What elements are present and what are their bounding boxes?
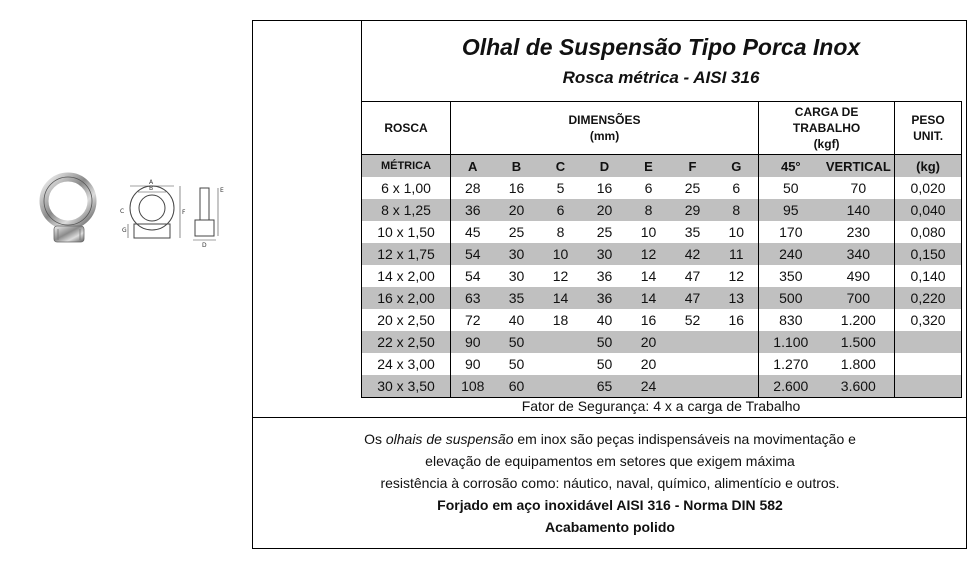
cell-g: 8 xyxy=(715,199,759,221)
subheader-e: E xyxy=(627,155,671,178)
cell-g: 13 xyxy=(715,287,759,309)
cell-g: 10 xyxy=(728,224,745,240)
cell-vert: 70 xyxy=(850,180,867,196)
cell-vert: 1.200 xyxy=(840,312,876,328)
cell-g xyxy=(715,331,759,353)
cell-rosca: 6 x 1,00 xyxy=(362,177,451,199)
cell-rosca: 14 x 2,00 xyxy=(362,265,451,287)
cell-b: 35 xyxy=(495,287,539,309)
cell-f: 42 xyxy=(671,243,715,265)
cell-e: 24 xyxy=(627,375,671,398)
header-peso-l1: PESO xyxy=(911,113,945,127)
cell-f xyxy=(671,331,715,353)
header-carga-l2: TRABALHO xyxy=(792,121,861,135)
subheader-d: D xyxy=(583,155,627,178)
specification-table xyxy=(361,101,962,398)
description-line-1 xyxy=(255,428,965,450)
cell-e: 10 xyxy=(640,224,657,240)
header-dimensoes-label: DIMENSÕES xyxy=(568,113,641,127)
cell-g: 12 xyxy=(728,268,745,284)
subheader-vertical: VERTICAL xyxy=(823,155,895,178)
cell-c xyxy=(539,353,583,375)
cell-d: 50 xyxy=(596,356,613,372)
cell-f: 35 xyxy=(684,224,701,240)
table-header-row xyxy=(362,102,962,155)
cell-d: 65 xyxy=(583,375,627,398)
cell-a: 36 xyxy=(451,199,495,221)
cell-a: 90 xyxy=(451,353,495,375)
cell-rosca: 22 x 2,50 xyxy=(362,331,451,353)
cell-peso xyxy=(895,331,962,353)
header-peso xyxy=(895,102,962,155)
cell-peso xyxy=(895,353,962,375)
header-carga-l3: (kgf) xyxy=(813,137,840,151)
dim-label-d: D xyxy=(202,242,207,248)
cell-peso: 0,220 xyxy=(895,287,962,309)
cell-a: 63 xyxy=(451,287,495,309)
header-peso-l2: UNIT. xyxy=(913,129,944,143)
cell-c: 12 xyxy=(552,268,569,284)
cell-rosca: 10 x 1,50 xyxy=(362,221,451,243)
cell-a: 28 xyxy=(451,177,495,199)
cell-b: 16 xyxy=(508,180,525,196)
eye-nut-side-drawing xyxy=(193,188,218,240)
cell-c: 10 xyxy=(539,243,583,265)
cell-rosca: 16 x 2,00 xyxy=(362,287,451,309)
cell-d: 20 xyxy=(583,199,627,221)
cell-vert: 230 xyxy=(846,224,870,240)
eye-nut-illustration xyxy=(30,168,240,248)
subheader-g: G xyxy=(715,155,759,178)
table-row xyxy=(362,287,962,309)
cell-d: 30 xyxy=(583,243,627,265)
cell-f: 47 xyxy=(671,287,715,309)
cell-f xyxy=(671,353,715,375)
eye-nut-photo xyxy=(44,177,92,242)
dim-label-f: F xyxy=(182,209,186,216)
subheader-a: A xyxy=(451,155,495,178)
cell-b: 30 xyxy=(508,268,525,284)
table-row xyxy=(362,331,962,353)
cell-g: 6 xyxy=(732,180,741,196)
cell-c45: 1.270 xyxy=(759,353,823,375)
cell-f xyxy=(671,375,715,398)
description-line-1-pre: Os xyxy=(364,431,386,447)
cell-e: 6 xyxy=(644,180,653,196)
subheader-metrica: MÉTRICA xyxy=(362,155,451,178)
cell-d: 25 xyxy=(596,224,613,240)
cell-a: 45 xyxy=(451,221,495,243)
table-row xyxy=(362,199,962,221)
cell-b: 50 xyxy=(495,331,539,353)
cell-f: 47 xyxy=(684,268,701,284)
page-title: Olhal de Suspensão Tipo Porca Inox xyxy=(461,34,861,60)
cell-c45: 50 xyxy=(759,177,823,199)
cell-c45: 500 xyxy=(759,287,823,309)
cell-rosca: 8 x 1,25 xyxy=(362,199,451,221)
cell-e: 8 xyxy=(627,199,671,221)
cell-c45: 240 xyxy=(759,243,823,265)
cell-c: 5 xyxy=(556,180,565,196)
cell-peso: 0,150 xyxy=(895,243,962,265)
table-row xyxy=(362,309,962,331)
cell-vert: 1.500 xyxy=(823,331,895,353)
frame-section-divider xyxy=(253,417,966,418)
cell-b: 20 xyxy=(495,199,539,221)
cell-rosca: 30 x 3,50 xyxy=(362,375,451,398)
dim-label-a: A xyxy=(149,179,154,186)
cell-vert: 140 xyxy=(823,199,895,221)
description-line-2: elevação de equipamentos em setores que exigem máxima xyxy=(425,453,795,469)
cell-b: 50 xyxy=(508,356,525,372)
eye-nut-diagram xyxy=(30,168,240,248)
cell-c xyxy=(539,375,583,398)
cell-a: 90 xyxy=(451,331,495,353)
table-row xyxy=(362,375,962,398)
cell-e: 20 xyxy=(627,331,671,353)
description-line-1-emphasis: olhais de suspensão xyxy=(385,431,514,447)
subheader-b: B xyxy=(495,155,539,178)
cell-c: 14 xyxy=(539,287,583,309)
cell-vert: 700 xyxy=(823,287,895,309)
cell-e: 16 xyxy=(640,312,657,328)
cell-vert: 340 xyxy=(823,243,895,265)
cell-rosca: 20 x 2,50 xyxy=(362,309,451,331)
cell-d: 36 xyxy=(583,287,627,309)
cell-e: 20 xyxy=(640,356,657,372)
cell-a: 108 xyxy=(451,375,495,398)
header-rosca: ROSCA xyxy=(362,102,451,155)
cell-g: 11 xyxy=(715,243,759,265)
header-dimensoes xyxy=(451,102,759,155)
cell-peso xyxy=(895,375,962,398)
header-carga xyxy=(759,102,895,155)
cell-peso: 0,140 xyxy=(895,265,962,287)
description-line-3: resistência à corrosão como: náutico, naval, químico, alimentício e outros. xyxy=(380,475,840,491)
cell-c: 6 xyxy=(539,199,583,221)
cell-d: 16 xyxy=(596,180,613,196)
finish-note: Acabamento polido xyxy=(545,519,675,535)
cell-vert: 3.600 xyxy=(823,375,895,398)
cell-a: 72 xyxy=(451,309,495,331)
cell-c45: 350 xyxy=(759,265,823,287)
cell-e: 12 xyxy=(627,243,671,265)
cell-d: 40 xyxy=(596,312,613,328)
cell-c: 18 xyxy=(552,312,569,328)
header-carga-l1: CARGA DE xyxy=(794,105,859,119)
cell-c45: 830 xyxy=(759,309,823,331)
page-subtitle: Rosca métrica - AISI 316 xyxy=(562,68,760,87)
description-block xyxy=(255,428,965,538)
cell-c45: 1.100 xyxy=(759,331,823,353)
cell-e: 14 xyxy=(627,287,671,309)
cell-vert: 490 xyxy=(846,268,870,284)
cell-b: 60 xyxy=(495,375,539,398)
cell-peso: 0,080 xyxy=(895,221,962,243)
cell-e: 14 xyxy=(640,268,657,284)
cell-c45: 170 xyxy=(759,221,823,243)
subheader-f: F xyxy=(671,155,715,178)
dim-label-c: C xyxy=(120,208,125,215)
cell-a: 54 xyxy=(451,265,495,287)
material-note: Forjado em aço inoxidável AISI 316 - Norma DIN 582 xyxy=(437,497,783,513)
table-row xyxy=(362,243,962,265)
dim-label-b: B xyxy=(149,185,154,192)
table-row xyxy=(362,353,962,375)
cell-d: 36 xyxy=(596,268,613,284)
cell-g xyxy=(715,353,759,375)
safety-factor-note: Fator de Segurança: 4 x a carga de Trabalho xyxy=(521,398,801,414)
cell-f: 29 xyxy=(671,199,715,221)
table-row xyxy=(362,265,962,287)
cell-f: 52 xyxy=(684,312,701,328)
cell-b: 30 xyxy=(495,243,539,265)
cell-peso: 0,040 xyxy=(895,199,962,221)
cell-b: 25 xyxy=(508,224,525,240)
cell-a: 54 xyxy=(451,243,495,265)
cell-b: 40 xyxy=(508,312,525,328)
subheader-c: C xyxy=(539,155,583,178)
cell-rosca: 12 x 1,75 xyxy=(362,243,451,265)
cell-vert: 1.800 xyxy=(840,356,876,372)
cell-c45: 2.600 xyxy=(759,375,823,398)
table-row xyxy=(362,177,962,199)
eye-nut-front-drawing xyxy=(128,186,180,238)
table-row xyxy=(362,221,962,243)
cell-f: 25 xyxy=(684,180,701,196)
cell-c: 8 xyxy=(556,224,565,240)
cell-c45: 95 xyxy=(759,199,823,221)
dim-label-g: G xyxy=(122,227,127,234)
table-subheader-row xyxy=(362,155,962,178)
cell-g: 16 xyxy=(728,312,745,328)
cell-peso: 0,320 xyxy=(895,309,962,331)
dim-label-e: E xyxy=(220,187,224,194)
cell-rosca: 24 x 3,00 xyxy=(362,353,451,375)
description-line-1-post: em inox são peças indispensáveis na movimentação e xyxy=(513,431,856,447)
subheader-kg: (kg) xyxy=(895,155,962,178)
cell-d: 50 xyxy=(583,331,627,353)
cell-g xyxy=(715,375,759,398)
subheader-45: 45° xyxy=(759,155,823,178)
cell-c xyxy=(539,331,583,353)
cell-peso: 0,020 xyxy=(895,177,962,199)
header-dimensoes-unit: (mm) xyxy=(589,129,620,143)
